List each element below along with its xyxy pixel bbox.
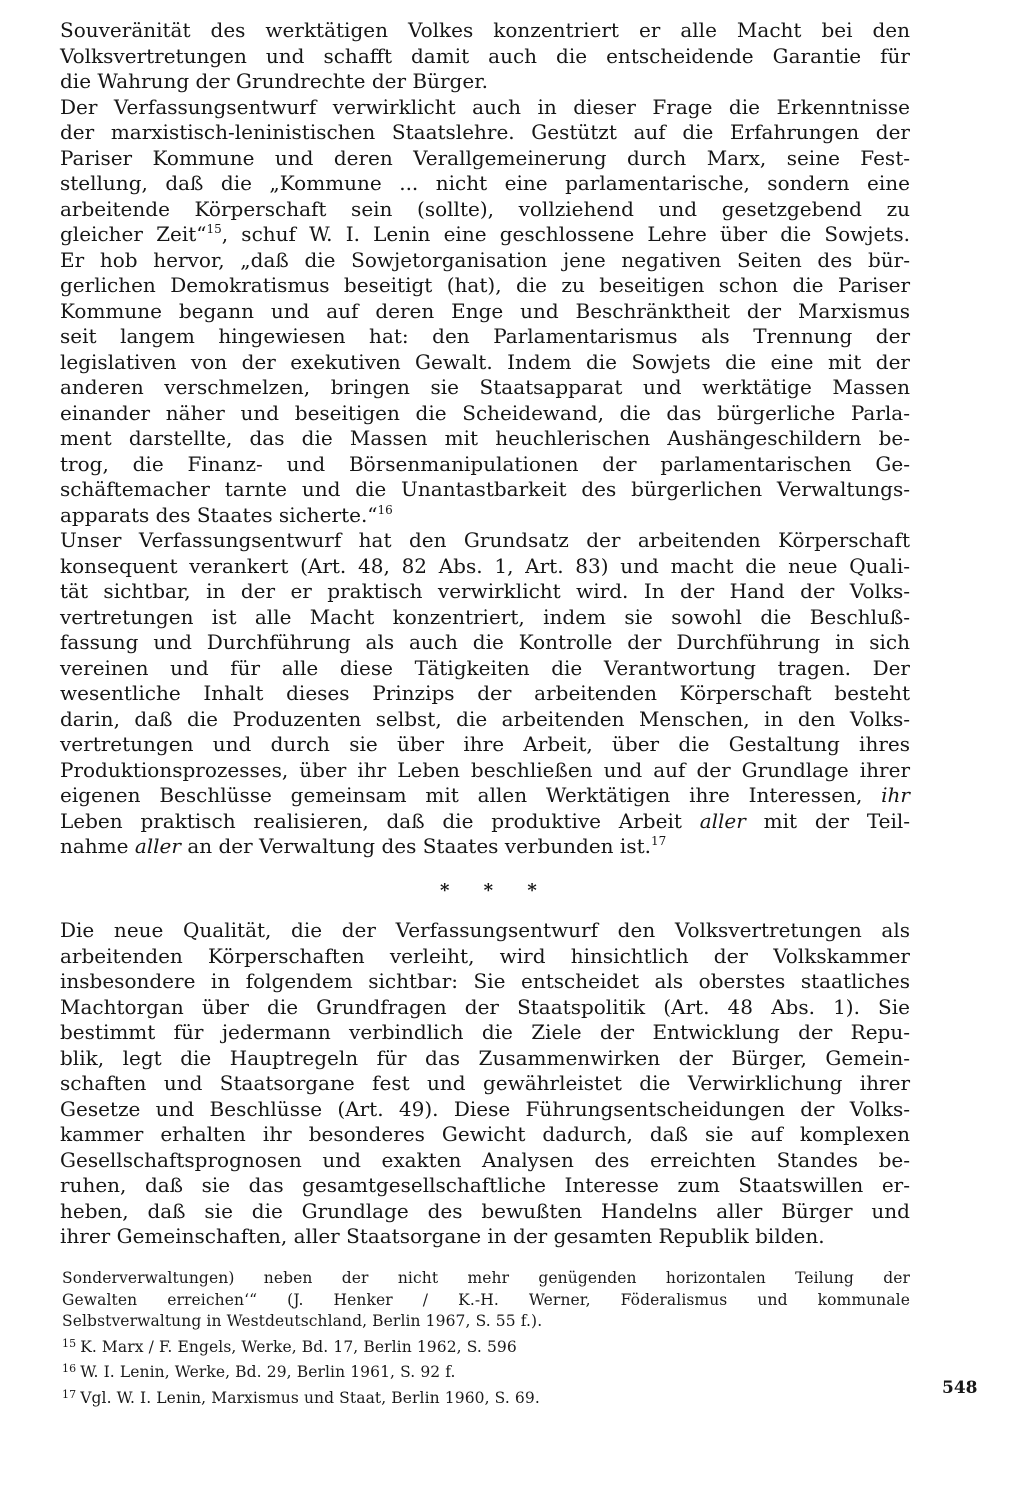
text-line: ihrer Gemeinschaften, aller Staatsorgane in der gesamten Republik bilden. bbox=[60, 1224, 825, 1248]
footnote-text: K. Marx / F. Engels, Werke, Bd. 17, Berlin 1962, S. 596 bbox=[80, 1337, 517, 1356]
footnote-number: 17 bbox=[62, 1387, 77, 1401]
section-divider: * * * bbox=[440, 880, 551, 901]
text-line: schäftemacher tarnte und die Unantastbarkeit des bürgerlichen Verwaltungs- bbox=[60, 477, 910, 501]
text-line: arbeitenden Körperschaften verleiht, wird hinsichtlich der Volkskammer bbox=[60, 943, 910, 968]
text-line: Machtorgan über die Grundfragen der Staatspolitik (Art. 48 Abs. 1). Sie bbox=[60, 994, 910, 1019]
footnote-number: 16 bbox=[62, 1362, 77, 1375]
text-line bbox=[60, 503, 910, 529]
text-line: schaften und Staatsorgane fest und gewährleistet die Verwirklichung ihrer bbox=[60, 1071, 910, 1095]
text-line: Produktionsprozesses, über ihr Leben beschließen und auf der Grundlage ihrer bbox=[60, 757, 910, 782]
footnotes bbox=[62, 1268, 910, 1409]
text-line: blik, legt die Hauptregeln für das Zusammenwirken der Bürger, Gemein- bbox=[60, 1045, 910, 1070]
text-line: einander näher und beseitigen die Scheidewand, die das bürgerliche Parla- bbox=[60, 400, 910, 425]
footnote-text: W. I. Lenin, Werke, Bd. 29, Berlin 1961, S. 92 f. bbox=[80, 1363, 456, 1381]
footnote-15 bbox=[62, 1333, 910, 1359]
text-line: tät sichtbar, in der er praktisch verwirklicht wird. In der Hand der Volks- bbox=[60, 579, 910, 603]
text-line: Unser Verfassungsentwurf hat den Grundsatz der arbeitenden Körperschaft bbox=[60, 528, 910, 552]
emphasis: aller bbox=[699, 808, 746, 833]
footnote-ref: 15 bbox=[206, 222, 222, 236]
text-line: der marxistisch-leninistischen Staatslehre. Gestützt auf die Erfahrungen der bbox=[60, 120, 910, 144]
text-fragment: eigenen Beschlüsse gemeinsam mit allen Werktätigen ihre Interessen, bbox=[60, 783, 882, 807]
text-line: Er hob hervor, „daß die Sowjetorganisation jene negativen Seiten des bür- bbox=[60, 247, 910, 272]
text-line: legislativen von der exekutiven Gewalt. Indem die Sowjets die eine mit der bbox=[60, 349, 910, 374]
footnote-continuation-line: Sonderverwaltungen) neben der nicht mehr genügenden horizontalen Teilung der bbox=[62, 1269, 910, 1287]
emphasis: aller bbox=[134, 834, 181, 858]
text-fragment: , schuf W. I. Lenin eine geschlossene Lehre über die Sowjets. bbox=[221, 222, 910, 246]
text-line: vertretungen und durch sie über ihre Arbeit, über die Gestaltung ihres bbox=[60, 732, 910, 756]
text-line: bestimmt für jedermann verbindlich die Ziele der Entwicklung der Repu- bbox=[60, 1020, 910, 1044]
text-line: insbesondere in folgendem sichtbar: Sie entscheidet als oberstes staatliches bbox=[60, 969, 910, 993]
text-line: Gesetze und Beschlüsse (Art. 49). Diese Führungsentscheidungen der Volks- bbox=[60, 1096, 910, 1121]
footnote-ref: 17 bbox=[650, 834, 667, 848]
text-line: ruhen, daß sie das gesamtgesellschaftliche Interesse zum Staatswillen er- bbox=[60, 1173, 910, 1197]
text-line bbox=[60, 222, 910, 248]
text-line: Die neue Qualität, die der Verfassungsentwurf den Volksvertretungen als bbox=[60, 918, 910, 942]
text-line: wesentliche Inhalt dieses Prinzips der arbeitenden Körperschaft besteht bbox=[60, 681, 910, 705]
text-line: Souveränität des werktätigen Volkes konzentriert er alle Macht bei den bbox=[60, 18, 910, 42]
text-line bbox=[60, 783, 910, 809]
text-line bbox=[60, 809, 910, 835]
text-fragment: an der Verwaltung des Staates verbunden ist. bbox=[180, 834, 651, 858]
footnote-number: 15 bbox=[62, 1336, 77, 1350]
text-line: Der Verfassungsentwurf verwirklicht auch in dieser Frage die Erkenntnisse bbox=[60, 94, 910, 119]
text-line: heben, daß sie die Grundlage des bewußten Handelns aller Bürger und bbox=[60, 1198, 910, 1223]
main-text-second bbox=[60, 918, 910, 1250]
text-fragment: gleicher Zeit“ bbox=[60, 222, 207, 246]
text-fragment: Leben praktisch realisieren, daß die produktive Arbeit bbox=[60, 808, 700, 833]
footnote-continuation-line: Gewalten erreichen‘“ (J. Henker / K.-H. Werner, Föderalismus und kommunale bbox=[62, 1290, 910, 1309]
page-number: 548 bbox=[942, 1378, 978, 1398]
footnote-continuation-line: Selbstverwaltung in Westdeutschland, Berlin 1967, S. 55 f.). bbox=[62, 1312, 543, 1330]
text-line: Gesellschaftsprognosen und exakten Analysen des erreichten Standes be- bbox=[60, 1147, 910, 1172]
footnote-16 bbox=[62, 1358, 910, 1384]
text-line: anderen verschmelzen, bringen sie Staatsapparat und werktätige Massen bbox=[60, 375, 910, 399]
text-line: ment darstellte, das die Massen mit heuchlerischen Aushängeschildern be- bbox=[60, 426, 910, 450]
text-line: seit langem hingewiesen hat: den Parlamentarismus als Trennung der bbox=[60, 324, 910, 348]
text-line: stellung, daß die „Kommune ... nicht eine parlamentarische, sondern eine bbox=[60, 171, 910, 195]
text-line: konsequent verankert (Art. 48, 82 Abs. 1, Art. 83) und macht die neue Quali- bbox=[60, 553, 910, 578]
text-line: vereinen und für alle diese Tätigkeiten die Verantwortung tragen. Der bbox=[60, 655, 910, 680]
text-line bbox=[60, 834, 910, 860]
main-text bbox=[60, 18, 910, 860]
emphasis: ihr bbox=[881, 783, 910, 807]
text-fragment: mit der Teil- bbox=[745, 808, 911, 833]
footnote-text: Vgl. W. I. Lenin, Marxismus und Staat, Berlin 1960, S. 69. bbox=[80, 1388, 540, 1407]
text-line: gerlichen Demokratismus beseitigt (hat), die zu beseitigen schon die Pariser bbox=[60, 273, 910, 297]
text-line: kammer erhalten ihr besonderes Gewicht dadurch, daß sie auf komplexen bbox=[60, 1122, 910, 1146]
footnote-17 bbox=[62, 1384, 910, 1410]
text-fragment: apparats des Staates sicherte.“ bbox=[60, 502, 378, 527]
text-line: trog, die Finanz- und Börsenmanipulationen der parlamentarischen Ge- bbox=[60, 451, 910, 476]
text-line: Pariser Kommune und deren Verallgemeinerung durch Marx, seine Fest- bbox=[60, 145, 910, 170]
footnote-ref: 16 bbox=[377, 502, 393, 517]
text-line: vertretungen ist alle Macht konzentriert, indem sie sowohl die Beschluß- bbox=[60, 604, 910, 629]
text-line: darin, daß die Produzenten selbst, die arbeitenden Menschen, in den Volks- bbox=[60, 706, 910, 731]
text-line: Kommune begann und auf deren Enge und Beschränktheit der Marxismus bbox=[60, 298, 910, 323]
text-line: fassung und Durchführung als auch die Kontrolle der Durchführung in sich bbox=[60, 630, 910, 654]
text-fragment: nahme bbox=[60, 834, 135, 858]
text-line: die Wahrung der Grundrechte der Bürger. bbox=[60, 69, 488, 93]
text-line: arbeitende Körperschaft sein (sollte), vollziehend und gesetzgebend zu bbox=[60, 196, 910, 221]
text-line: Volksvertretungen und schafft damit auch die entscheidende Garantie für bbox=[60, 43, 910, 68]
